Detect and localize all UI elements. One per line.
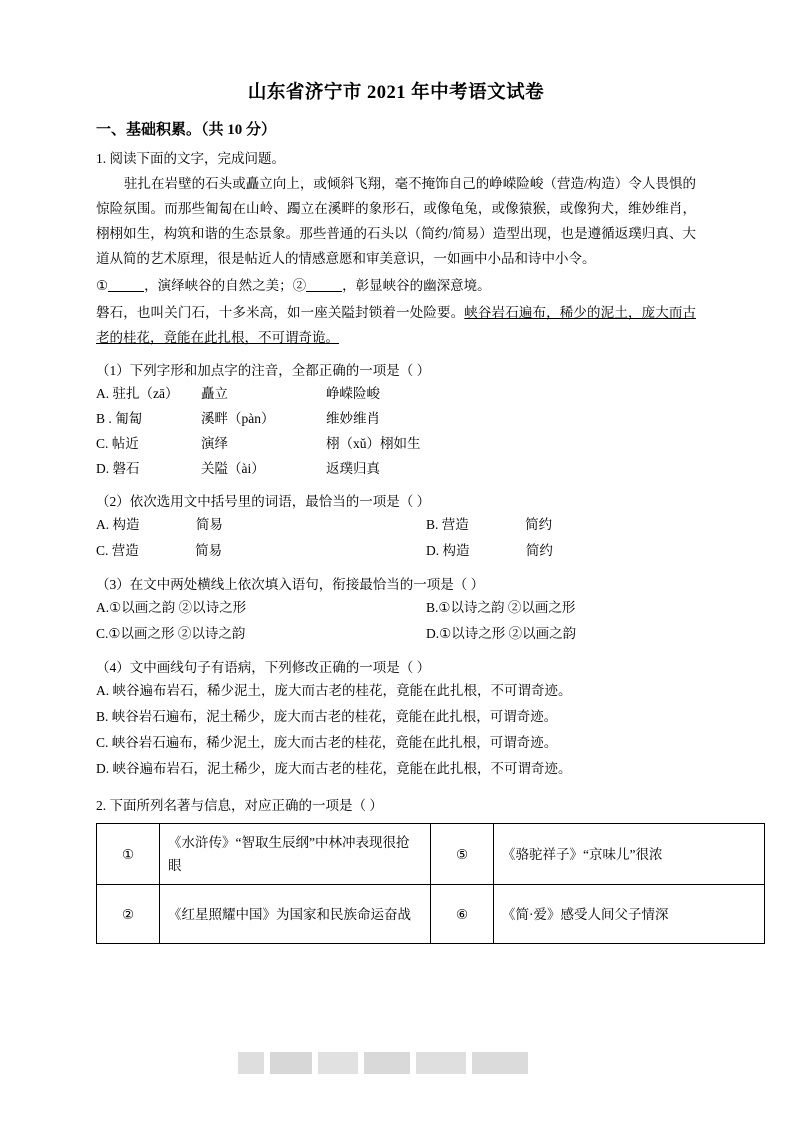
- passage-blank1-prefix: ①: [96, 278, 109, 293]
- option-col3: 峥嵘险峻: [326, 386, 380, 401]
- passage-blank1-suffix: ，演绎峡谷的自然之美；②: [144, 278, 307, 293]
- option-col2: 溪畔（pàn）: [201, 411, 275, 426]
- option-right: B. 营造 简约: [426, 517, 553, 532]
- table-row: [97, 885, 765, 944]
- page-content: [96, 78, 696, 944]
- table-row: [97, 824, 765, 885]
- option-left: C.①以画之形 ②以诗之韵: [96, 626, 246, 641]
- sub-question-3-stem: （3）在文中两处横线上依次填入语句，衔接最恰当的一项是（ ）: [96, 577, 485, 592]
- option-right: D.①以诗之形 ②以画之韵: [426, 626, 577, 641]
- option-right: B.①以诗之韵 ②以画之形: [426, 600, 576, 615]
- section-heading-basics: 一、基础积累。（共 10 分）: [96, 122, 277, 138]
- option-row: [96, 512, 696, 538]
- option-left: A.①以画之韵 ②以诗之形: [96, 600, 247, 615]
- option-row: [96, 595, 696, 621]
- option-row: [96, 381, 696, 406]
- option-row: [96, 456, 696, 481]
- passage-paragraph-1: 驻扎在岩壁的石头或矗立向上，或倾斜飞翔，毫不掩饰自己的峥嵘险峻（营造/构造）令人畏惧的惊险氛围。而那些匍匐在山岭、躅立在溪畔的象形石，或像龟兔，或像猿猴，或像狗犬，维妙维肖，栩栩如生，构筑和谐的生态景象。那些普通的石头以（简约/简易）造型出现，也是遵循返璞归真、大道从简的艺术原理，很是帖近人的情感意愿和审美意识，一如画中小品和诗中小令。: [96, 176, 696, 266]
- option-label: A. 驻扎（zā）: [96, 386, 179, 401]
- option-right: D. 构造 简约: [426, 543, 553, 558]
- option-col2: 演绎: [201, 436, 228, 451]
- passage-underlined-sentence: 峡谷岩石遍布，稀少的泥土，庞大而古老的桂花，竟能在此扎根，不可谓奇诡。: [96, 305, 697, 345]
- row-index-right: ⑤: [431, 824, 494, 885]
- row-text-left: 《水浒传》“智取生辰纲”中林冲表现很抢眼: [160, 824, 431, 885]
- passage-paragraph-3: [96, 300, 696, 350]
- option-item: B. 峡谷岩石遍布，泥土稀少，庞大而古老的桂花，竟能在此扎根，可谓奇迹。: [96, 709, 558, 724]
- option-left: C. 营造 简易: [96, 543, 223, 558]
- option-row: [96, 406, 696, 431]
- option-item: D. 峡谷遍布岩石，泥土稀少，庞大而古老的桂花，竟能在此扎根，不可谓奇迹。: [96, 761, 572, 776]
- question-2-stem: 2. 下面所列名著与信息，对应正确的一项是（ ）: [96, 798, 383, 813]
- option-col3: 维妙维肖: [326, 411, 380, 426]
- sub-question-1-stem: （1）下列字形和加点字的注音，全都正确的一项是（ ）: [96, 363, 431, 378]
- row-text-right: 《骆驼祥子》“京味儿”很浓: [494, 824, 765, 885]
- option-left: A. 构造 简易: [96, 517, 223, 532]
- option-col3: 栩（xǔ）栩如生: [326, 436, 421, 451]
- option-label: D. 磐石: [96, 461, 140, 476]
- option-item: A. 峡谷遍布岩石，稀少泥土，庞大而古老的桂花，竟能在此扎根，不可谓奇迹。: [96, 683, 572, 698]
- row-index-left: ①: [97, 824, 160, 885]
- option-row: [96, 431, 696, 456]
- passage-blank-2: [306, 278, 342, 292]
- option-label: B . 匍匐: [96, 411, 143, 426]
- namebook-table: [96, 823, 765, 944]
- option-row: [96, 538, 696, 564]
- sub-question-2-stem: （2）依次选用文中括号里的词语，最恰当的一项是（ ）: [96, 494, 431, 509]
- watermark-redaction-bar: [238, 1052, 553, 1074]
- row-index-left: ②: [97, 885, 160, 944]
- row-text-right: 《简·爱》感受人间父子情深: [494, 885, 765, 944]
- row-text-left: 《红星照耀中国》为国家和民族命运奋战: [160, 885, 431, 944]
- sub-question-4-stem: （4）文中画线句子有语病，下列修改正确的一项是（ ）: [96, 660, 431, 675]
- option-col2: 关隘（ài）: [201, 461, 265, 476]
- passage-line3: 磐石，也叫关门石，十多米高，如一座关隘封锁着一处险要。: [96, 305, 465, 320]
- option-col2: 矗立: [201, 386, 228, 401]
- row-index-right: ⑥: [431, 885, 494, 944]
- passage-blank-1: [108, 278, 144, 292]
- page-title: 山东省济宁市 2021 年中考语文试卷: [247, 83, 545, 103]
- option-label: C. 帖近: [96, 436, 139, 451]
- passage-blank2-suffix: ，彰显峡谷的幽深意境。: [342, 278, 491, 293]
- option-col3: 返璞归真: [326, 461, 380, 476]
- question-1-stem: 1. 阅读下面的文字，完成问题。: [96, 151, 285, 166]
- passage-paragraph-2: [96, 273, 696, 298]
- option-item: C. 峡谷岩石遍布，稀少泥土，庞大而古老的桂花，竟能在此扎根，可谓奇迹。: [96, 735, 558, 750]
- option-row: [96, 621, 696, 647]
